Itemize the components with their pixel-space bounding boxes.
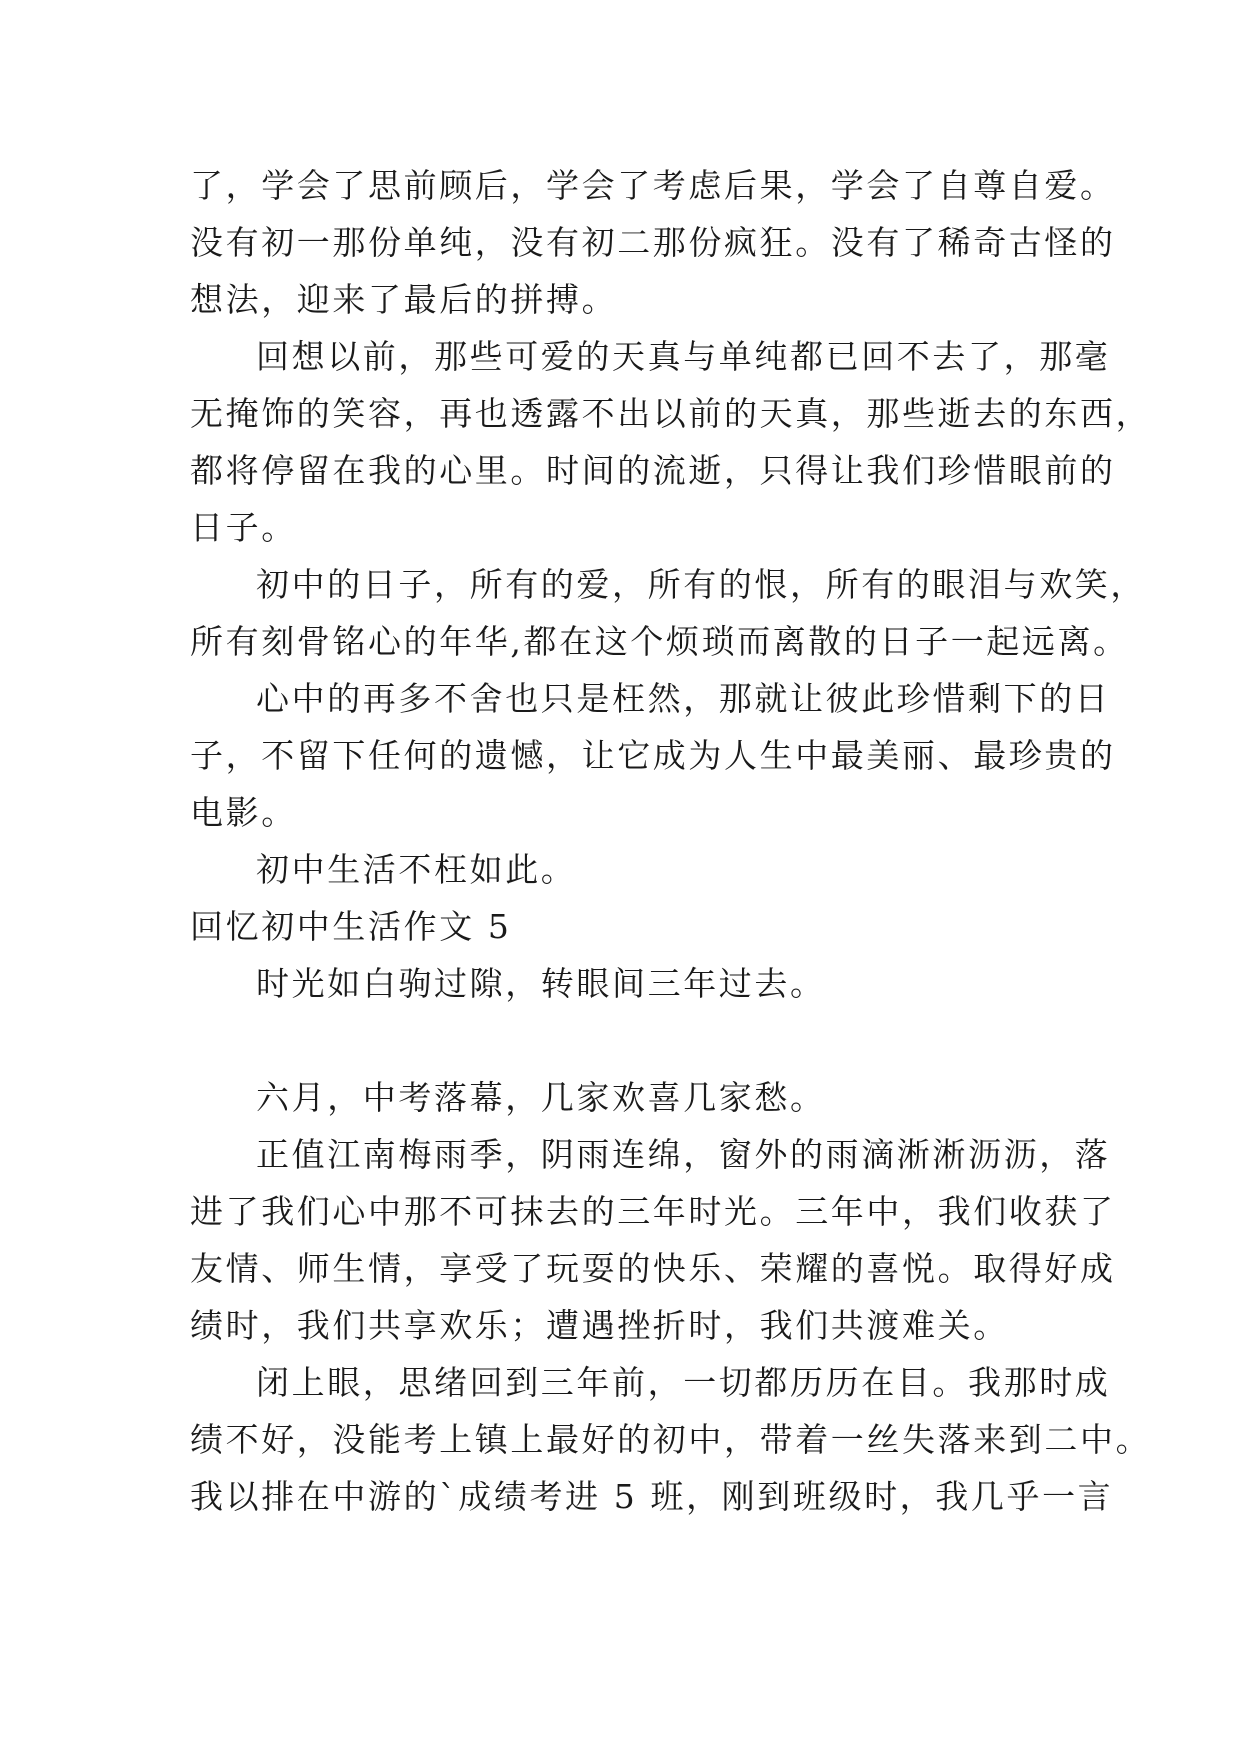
- text-line: 无掩饰的笑容，再也透露不出以前的天真，那些逝去的东西，: [190, 394, 1152, 433]
- paragraph-start-line: 心中的再多不舍也只是枉然，那就让彼此珍惜剩下的日: [256, 679, 1111, 718]
- text-line: 想法，迎来了最后的拼搏。: [190, 280, 618, 319]
- text-line: 绩时，我们共享欢乐；遭遇挫折时，我们共渡难关。: [190, 1306, 1009, 1345]
- text-line: 进了我们心中那不可抹去的三年时光。三年中，我们收获了: [190, 1192, 1116, 1231]
- text-line: 绩不好，没能考上镇上最好的初中，带着一丝失落来到二中。: [190, 1420, 1152, 1459]
- text-line: 日子。: [190, 508, 297, 547]
- paragraph-start-line: 初中生活不枉如此。: [256, 850, 577, 889]
- paragraph-start-line: 回想以前，那些可爱的天真与单纯都已回不去了，那毫: [256, 337, 1111, 376]
- paragraph-start-line: 时光如白驹过隙，转眼间三年过去。: [256, 964, 826, 1003]
- text-line: 电影。: [190, 793, 297, 832]
- section-heading: 回忆初中生活作文 5: [190, 907, 512, 946]
- text-line: 没有初一那份单纯，没有初二那份疯狂。没有了稀奇古怪的: [190, 223, 1116, 262]
- paragraph-start-line: 正值江南梅雨季，阴雨连绵，窗外的雨滴淅淅沥沥，落: [256, 1135, 1111, 1174]
- text-line: 我以排在中游的`成绩考进 5 班，刚到班级时，我几乎一言: [190, 1477, 1114, 1516]
- paragraph-start-line: 初中的日子，所有的爱，所有的恨，所有的眼泪与欢笑，: [256, 565, 1146, 604]
- paragraph-start-line: 闭上眼，思绪回到三年前，一切都历历在目。我那时成: [256, 1363, 1111, 1402]
- text-line: 了，学会了思前顾后，学会了考虑后果，学会了自尊自爱。: [190, 166, 1116, 205]
- text-line: 子，不留下任何的遗憾，让它成为人生中最美丽、最珍贵的: [190, 736, 1116, 775]
- paragraph-start-line: 六月，中考落幕，几家欢喜几家愁。: [256, 1078, 826, 1117]
- text-line: 都将停留在我的心里。时间的流逝，只得让我们珍惜眼前的: [190, 451, 1116, 490]
- text-line: 所有刻骨铭心的年华,都在这个烦琐而离散的日子一起远离。: [190, 622, 1129, 661]
- text-line: 友情、师生情，享受了玩耍的快乐、荣耀的喜悦。取得好成: [190, 1249, 1116, 1288]
